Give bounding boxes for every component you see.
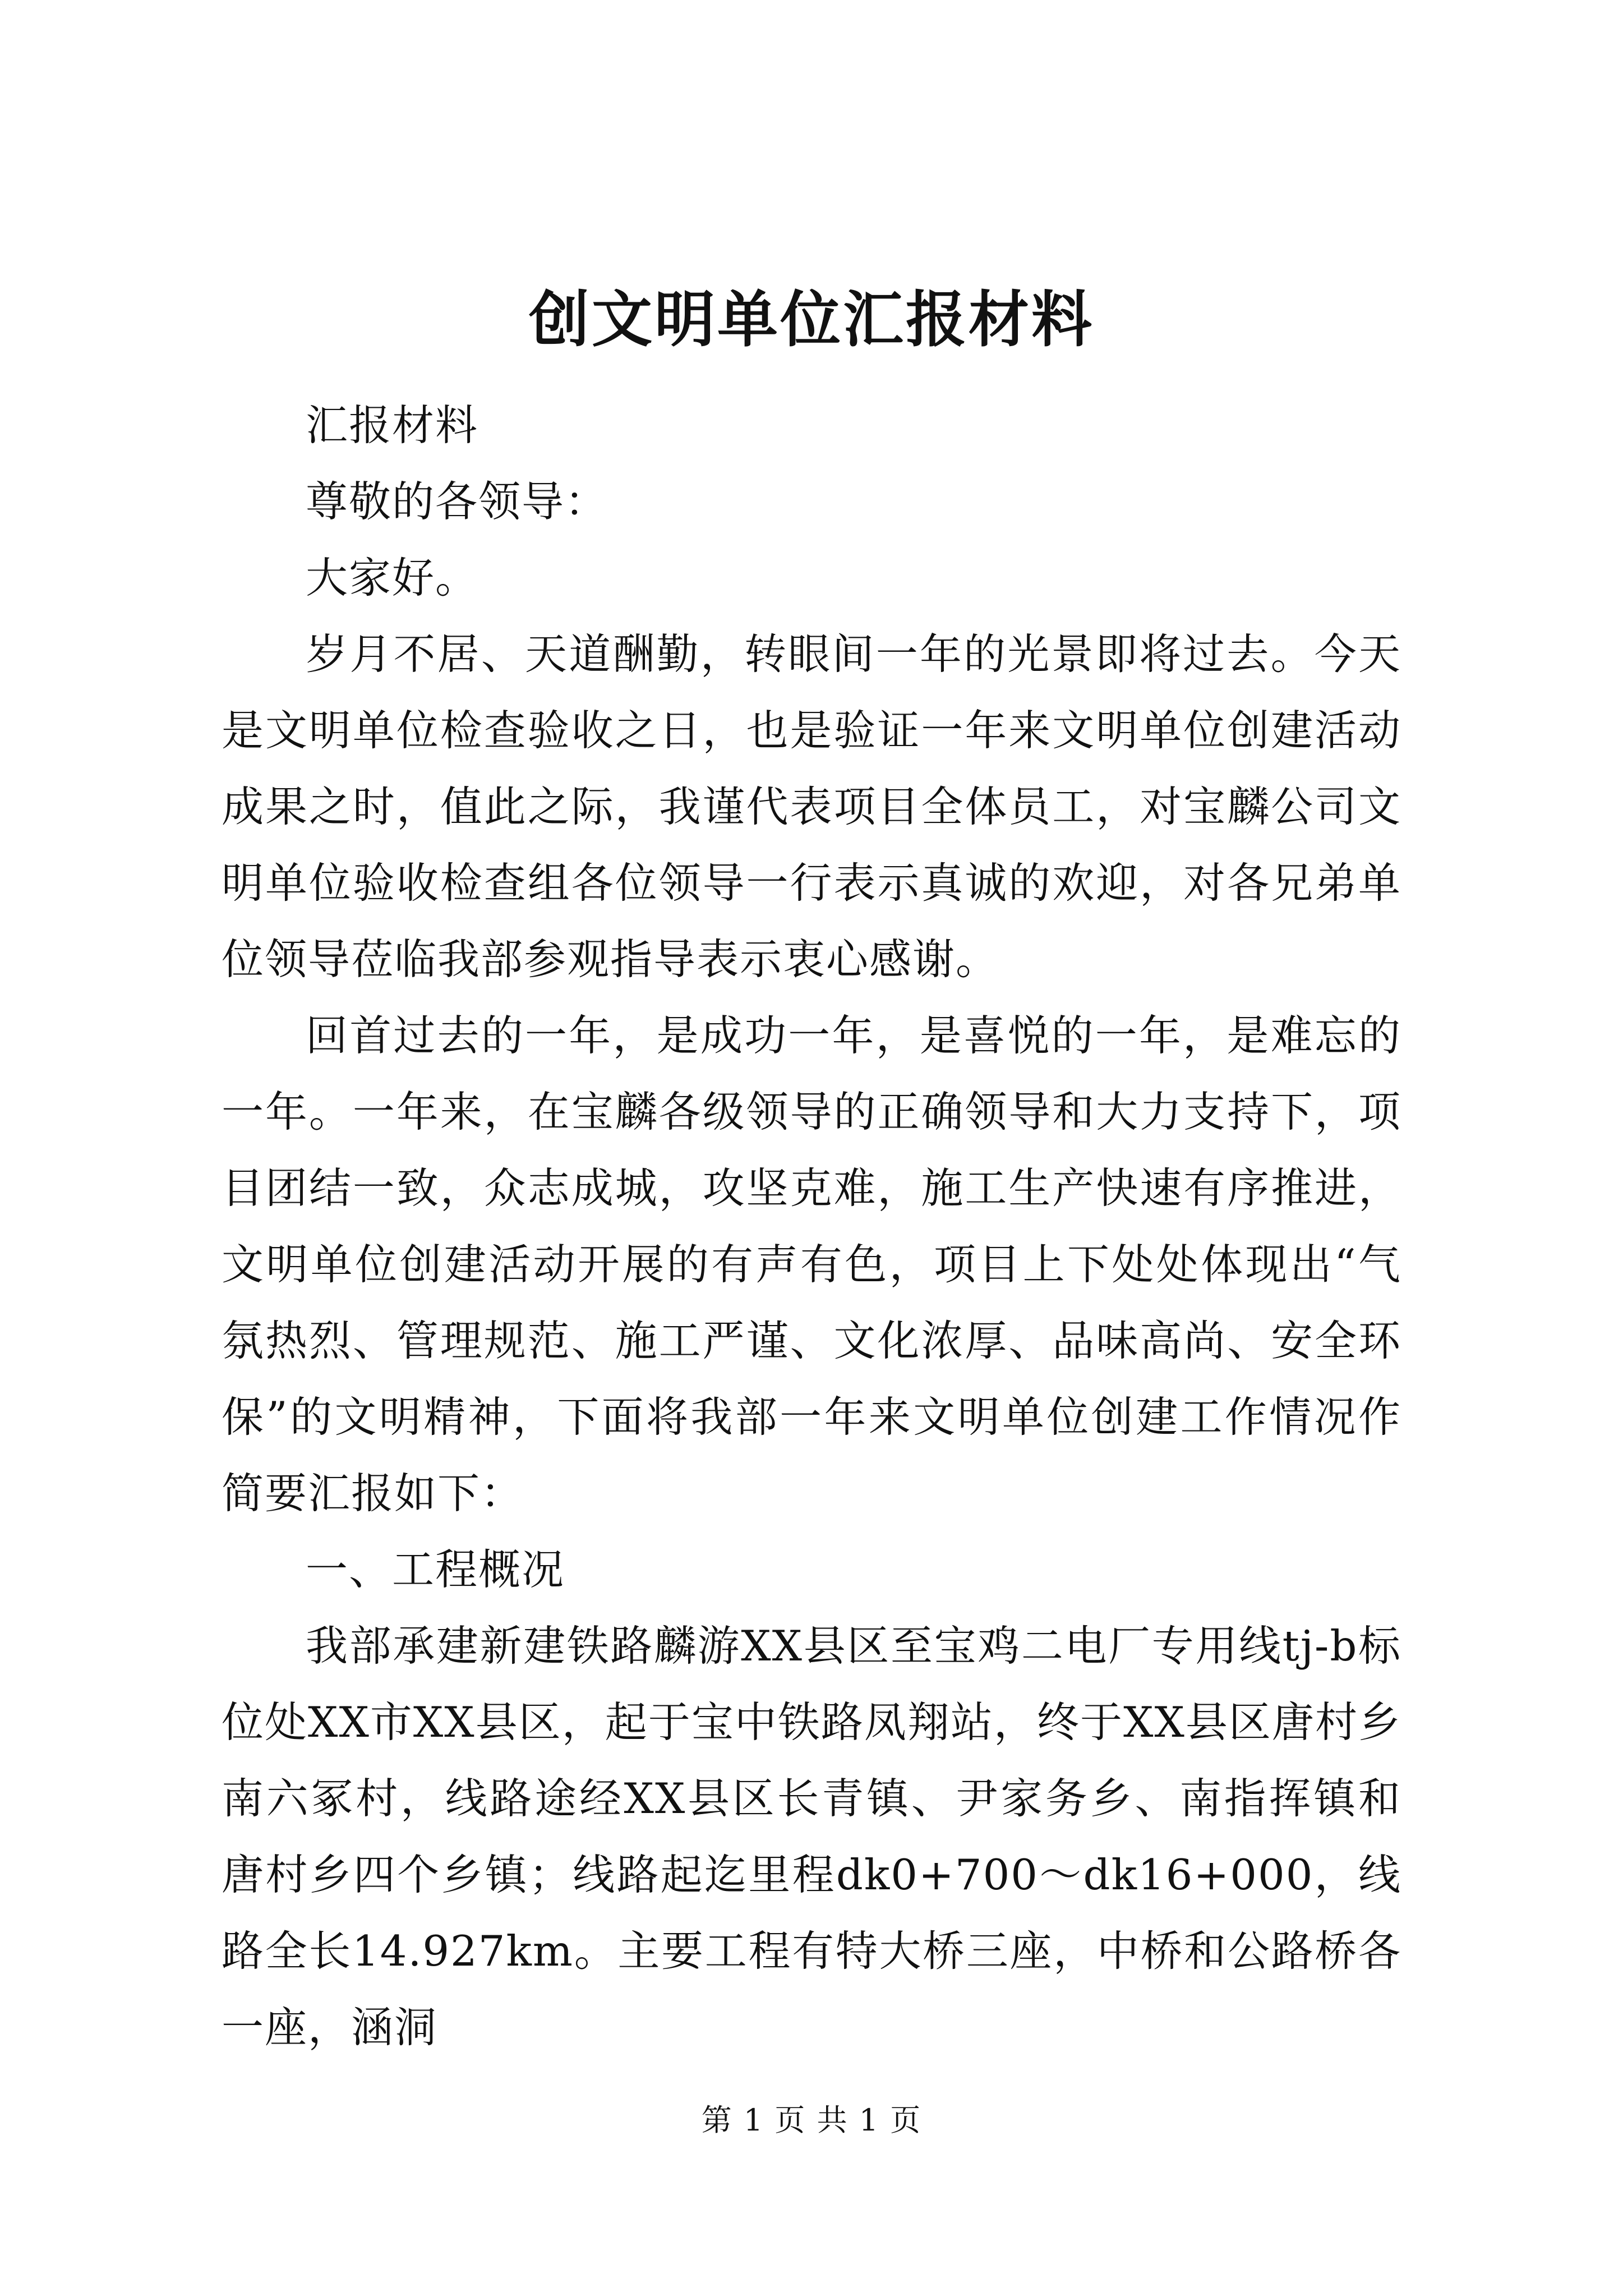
paragraph-project-overview: 我部承建新建铁路麟游XX县区至宝鸡二电厂专用线tj-b标位处XX市XX县区，起于宝中铁路凤翔站，终于XX县区唐村乡南六冢村，线路途经XX县区长青镇、尹家务乡、南指挥镇和唐村乡四个乡镇；线路起迄里程dk0+700～dk16+000，线路全长14.927km。主要工程有特大桥三座，中桥和公路桥各一座，涵洞 bbox=[222, 1621, 1401, 2052]
document-body bbox=[222, 387, 1401, 2065]
document-title: 创文明单位汇报材料 bbox=[528, 284, 1094, 355]
paragraph-review: 回首过去的一年，是成功一年，是喜悦的一年，是难忘的一年。一年来，在宝麟各级领导的正确领导和大力支持下，项目团结一致，众志成城，攻坚克难，施工生产快速有序推进，文明单位创建活动开展的有声有色，项目上下处处体现出“气氛热烈、管理规范、施工严谨、文化浓厚、品味高尚、安全环保”的文明精神，下面将我部一年来文明单位创建工作情况作简要汇报如下： bbox=[222, 1011, 1401, 1518]
page-footer bbox=[0, 2101, 1623, 2140]
greeting: 大家好。 bbox=[306, 553, 479, 602]
salutation: 尊敬的各领导： bbox=[306, 477, 608, 526]
page-number: 第 1 页 共 1 页 bbox=[701, 2102, 922, 2138]
document-subtitle: 汇报材料 bbox=[306, 401, 479, 450]
paragraph-opening: 岁月不居、天道酬勤，转眼间一年的光景即将过去。今天是文明单位检查验收之日，也是验证一年来文明单位创建活动成果之时，值此之际，我谨代表项目全体员工，对宝麟公司文明单位验收检查组各位领导一行表示真诚的欢迎，对各兄弟单位领导莅临我部参观指导表示衷心感谢。 bbox=[222, 629, 1401, 984]
section-heading: 一、工程概况 bbox=[306, 1545, 565, 1594]
